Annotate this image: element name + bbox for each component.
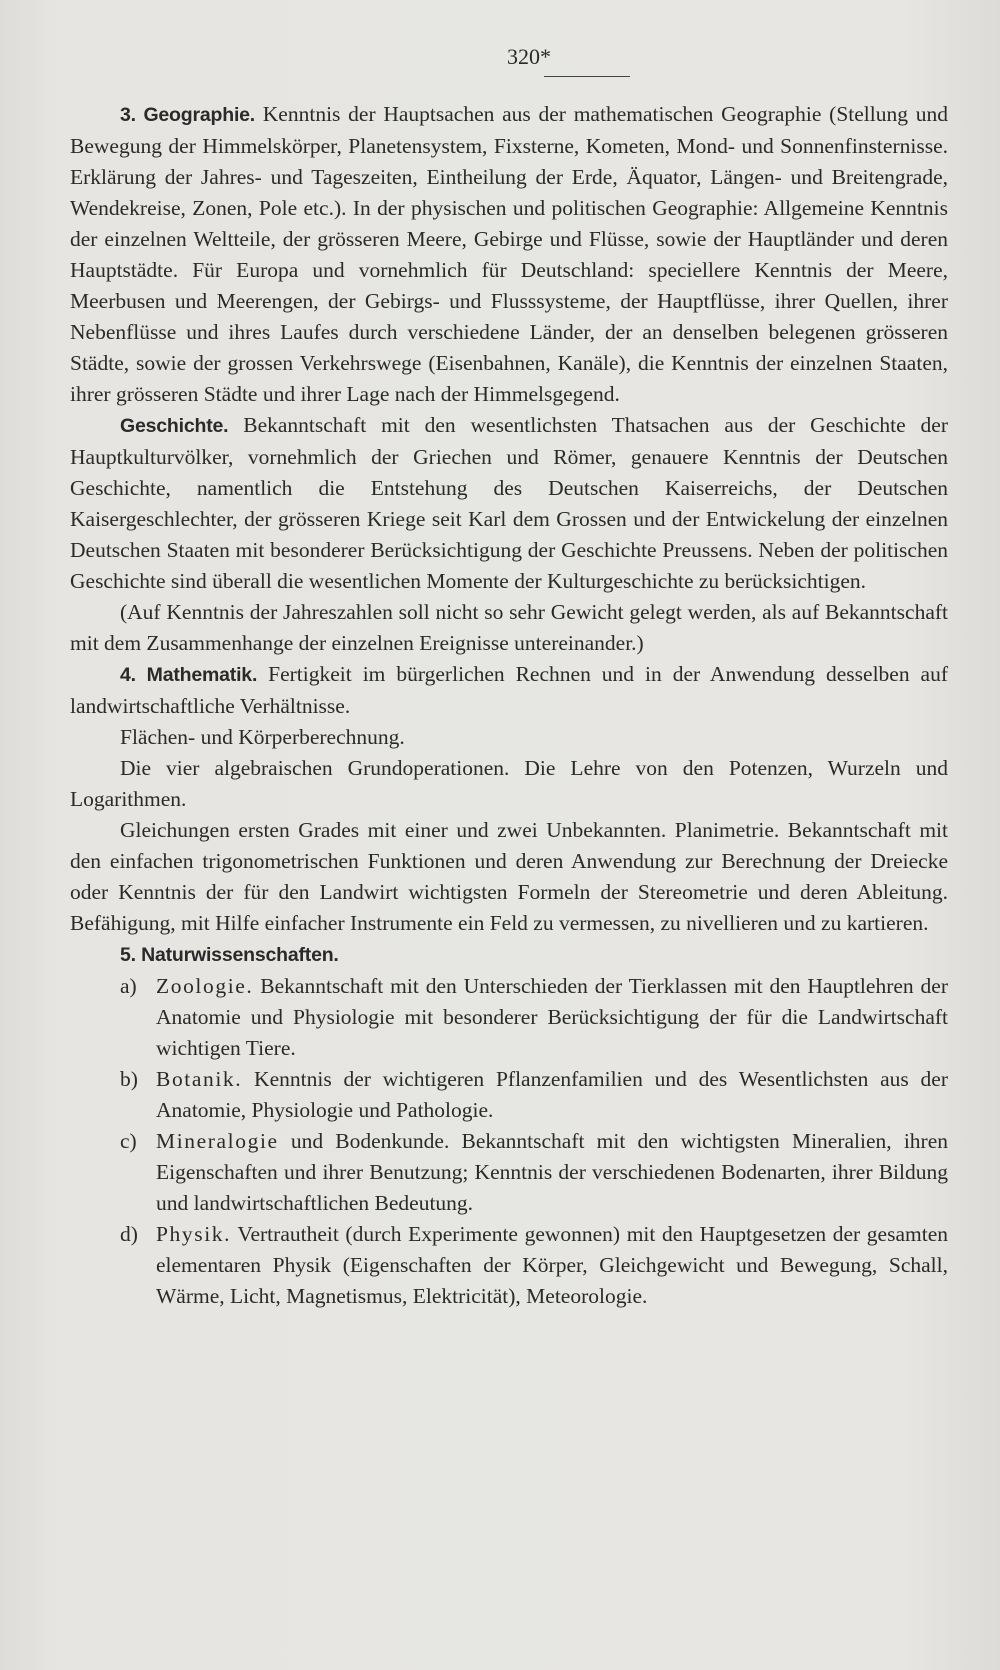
list-item-term: Physik. (156, 1222, 232, 1246)
history-note: (Auf Kenntnis der Jahreszahlen soll nicht so sehr Gewicht gelegt werden, als auf Bekanntschaft mit dem Zusammenhange der einzelnen Ereignisse untereinander.) (70, 600, 948, 655)
list-item-text: Vertrautheit (durch Experimente gewonnen) mit den Hauptgesetzen der gesamten elementaren Physik (Eigenschaften der Körper, Gleichgewicht und Bewegung, Schall, Wärme, Licht, Magnetismus, Elektricität), Meteorologie. (156, 1222, 948, 1308)
mathematics-paragraph-2: Flächen- und Körperberechnung. (120, 725, 405, 749)
list-item-marker: a) (120, 974, 137, 998)
geography-heading: 3. Geographie. (120, 104, 256, 126)
list-item-text: Bekanntschaft mit den Unterschieden der Tierklassen mit den Hauptlehren der Anatomie und Physiologie mit besonderer Berücksichtigung der für die Landwirtschaft wichtigen Tiere. (156, 974, 948, 1060)
mathematics-paragraph-4: Gleichungen ersten Grades mit einer und zwei Unbekannten. Planimetrie. Bekanntschaft mit den einfachen trigonometrischen Funktionen und deren Anwendung zur Berechnung der Dreiecke oder Kenntnis der für den Landwirt wichtigsten Formeln der Stereometrie und deren Ableitung. Befähigung, mit Hilfe einfacher Instrumente ein Feld zu vermessen, zu nivellieren und zu kartieren. (70, 818, 948, 935)
list-item (70, 1219, 948, 1312)
mathematics-heading: 4. Mathematik. (120, 664, 258, 686)
list-item (70, 1126, 948, 1219)
page-number: 320* (507, 44, 551, 69)
list-item-term: Botanik. (156, 1067, 243, 1091)
list-item (70, 971, 948, 1064)
page-number-rule (544, 76, 630, 77)
list-item-text: und Bodenkunde. Bekanntschaft mit den wichtigsten Mineralien, ihren Eigenschaften und ihrer Benutzung; Kenntnis der verschiedenen Bodenarten, ihrer Bildung und landwirtschaftlichen Bedeutung. (156, 1129, 948, 1215)
mathematics-paragraph-3: Die vier algebraischen Grundoperationen. Die Lehre von den Potenzen, Wurzeln und Logarithmen. (70, 756, 948, 811)
list-item-term: Zoologie. (156, 974, 254, 998)
history-paragraph (70, 410, 948, 597)
geography-text: Kenntnis der Hauptsachen aus der mathematischen Geographie (Stellung und Bewegung der Himmelskörper, Planetensystem, Fixsterne, Kometen, Mond- und Sonnenfinsternisse. Erklärung der Jahres- und Tageszeiten, Eintheilung der Erde, Äquator, Längen- und Breitengrade, Wendekreise, Zonen, Pole etc.). In der physischen und politischen Geographie: Allgemeine Kenntnis der einzelnen Weltteile, der grösseren Meere, Gebirge und Flüsse, sowie der Hauptländer und deren Hauptstädte. Für Europa und vornehmlich für Deutschland: speciellere Kenntnis der Meere, Meerbusen und Meerengen, der Gebirgs- und Flusssysteme, der Hauptflüsse, ihrer Quellen, ihrer Nebenflüsse und ihres Laufes durch verschiedene Länder, der an denselben belegenen grösseren Städte, sowie der grossen Verkehrswege (Eisenbahnen, Kanäle), die Kenntnis der einzelnen Staaten, ihrer grösseren Städte und ihrer Lage nach der Himmelsgegend. (70, 102, 948, 406)
natural-sciences-heading: 5. Naturwissenschaften. (120, 944, 339, 966)
list-item-text: Kenntnis der wichtigeren Pflanzenfamilien und des Wesentlichsten aus der Anatomie, Physiologie und Pathologie. (156, 1067, 948, 1122)
list-item-marker: c) (120, 1129, 137, 1153)
mathematics-text: Fertigkeit im bürgerlichen Rechnen und in der Anwendung desselben auf landwirtschaftliche Verhältnisse. (70, 662, 948, 718)
natural-sciences-list (70, 971, 948, 1312)
list-item-term: Mineralogie (156, 1129, 279, 1153)
list-item-marker: b) (120, 1067, 138, 1091)
list-item-marker: d) (120, 1222, 138, 1246)
history-heading: Geschichte. (120, 415, 229, 437)
natural-sciences-paragraph (70, 939, 948, 971)
list-item (70, 1064, 948, 1126)
history-text: Bekanntschaft mit den wesentlichsten Thatsachen aus der Geschichte der Hauptkulturvölker, vornehmlich der Griechen und Römer, genauere Kenntnis der Deutschen Geschichte, namentlich die Entstehung des Deutschen Kaiserreichs, der Deutschen Kaisergeschlechter, der grösseren Kriege seit Karl dem Grossen und der Entwickelung der einzelnen Deutschen Staaten mit besonderer Berücksichtigung der Geschichte Preussens. Neben der politischen Geschichte sind überall die wesentlichen Momente der Kulturgeschichte zu berücksichtigen. (70, 413, 948, 593)
geography-paragraph (70, 99, 948, 410)
mathematics-paragraph (70, 659, 948, 722)
